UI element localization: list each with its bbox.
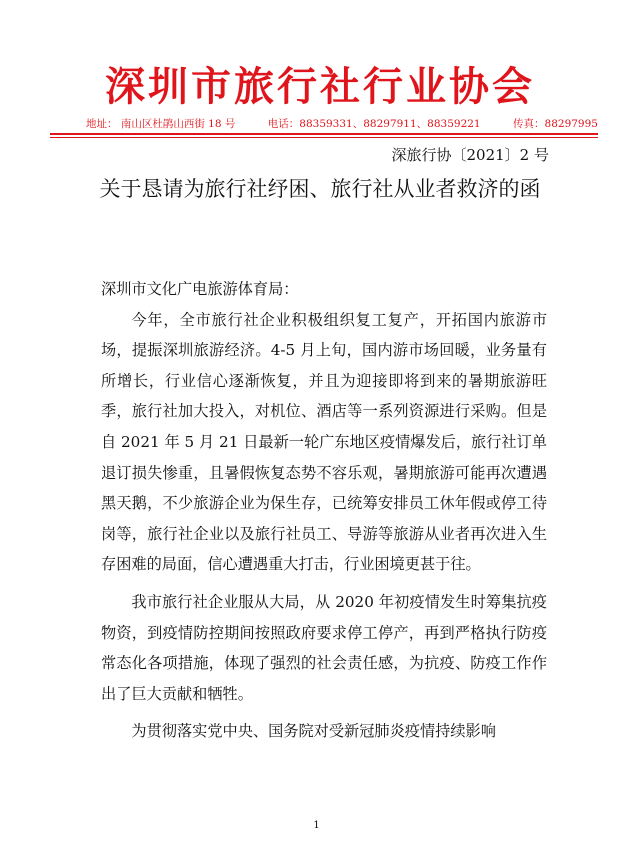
letter-title: 关于恳请为旅行社纾困、旅行社从业者救济的函 xyxy=(99,177,541,201)
letterhead-contact-line xyxy=(86,117,598,131)
letterhead-fax: 传真：88297995 xyxy=(513,118,598,130)
recipient-line: 深圳市文化广电旅游体育局： xyxy=(101,280,299,298)
letterhead-rule-thick xyxy=(50,133,598,135)
page-number: 1 xyxy=(313,820,320,831)
letterhead-rule-thin xyxy=(50,137,598,138)
body-paragraph-3: 为贯彻落实党中央、国务院对受新冠肺炎疫情持续影响 xyxy=(131,722,496,741)
letter-body xyxy=(101,274,547,747)
letterhead-phone: 电话：88359331、88297911、88359221 xyxy=(267,118,481,130)
body-paragraph-2: 我市旅行社企业服从大局，从 2020 年初疫情发生时筹集抗疫物资，到疫情防控期间按照政府要求停工停产，再到严格执行防疫常态化各项措施，体现了强烈的社会责任感，为抗疫、防疫工作作出了巨大贡献和牺牲。 xyxy=(101,592,547,703)
body-paragraph-1: 今年，全市旅行社企业积极组织复工复产，开拓国内旅游市场，提振深圳旅游经济。4-5 月上旬，国内游市场回暖，业务量有所增长，行业信心逐渐恢复，并且为迎接即将到来的暑期旅游旺季，旅行社加大投入，对机位、酒店等一系列资源进行采购。但是自 2021 年 5 月 21 日最新一轮广东地区疫情爆发后，旅行社订单退订损失惨重，且暑假恢复态势不容乐观，暑期旅游可能再次遭遇黑天鹅，不少旅游企业为保生存，已统筹安排员工休年假或停工待岗等，旅行社企业以及旅行社员工、导游等旅游从业者再次进入生存困难的局面，信心遭遇重大打击，行业困境更甚于往。 xyxy=(101,310,547,574)
letterhead-address: 地址： 南山区杜鹃山西街 18 号 xyxy=(86,118,236,130)
document-number: 深旅行协〔2021〕2 号 xyxy=(391,146,549,164)
letterhead-org-name: 深圳市旅行社行业协会 xyxy=(105,64,535,110)
